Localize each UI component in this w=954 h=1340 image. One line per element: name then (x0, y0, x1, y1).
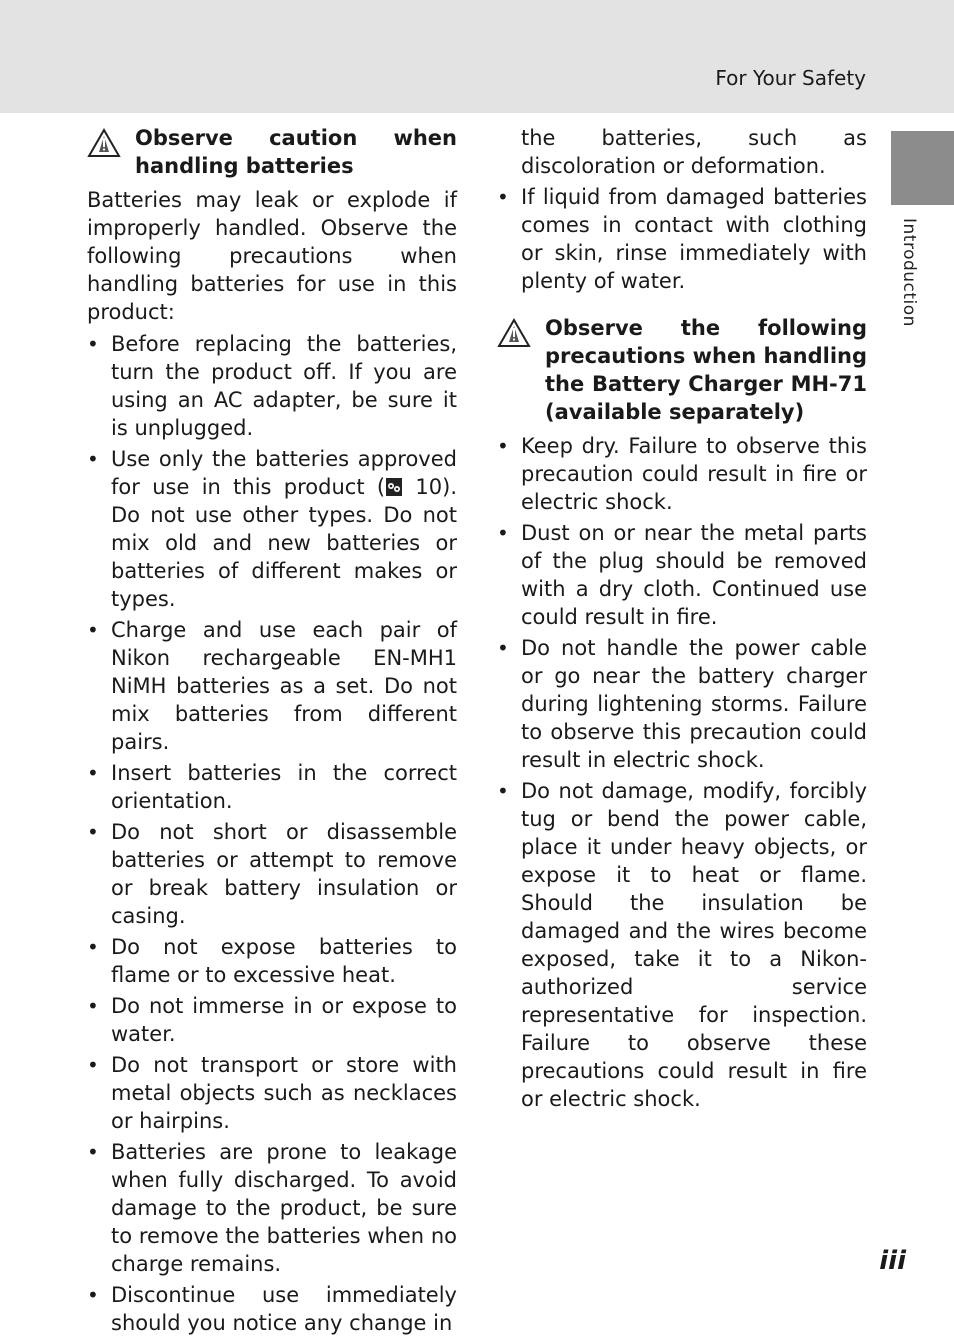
side-tab-label: Introduction (899, 218, 919, 327)
section-title: For Your Safety (715, 66, 866, 90)
list-item: • If liquid from damaged batteries comes in contact with clothing or skin, rinse immediately with plenty of water. (497, 183, 867, 295)
list-item: • Keep dry. Failure to observe this precaution could result in fire or electric shock. (497, 432, 867, 516)
caution-heading-batteries (87, 124, 457, 180)
list-item: • Dust on or near the metal parts of the plug should be removed with a dry cloth. Continued use could result in fire. (497, 519, 867, 631)
left-column (87, 124, 457, 1340)
list-item: • Do not short or disassemble batteries or attempt to remove or break battery insulation or casing. (87, 818, 457, 930)
caution-heading-text: Observe the following precautions when handling the Battery Charger MH-71 (available separately) (545, 316, 867, 424)
list-item: • Do not handle the power cable or go near the battery charger during lightening storms. Failure to observe this precaution could result in electric shock. (497, 634, 867, 774)
list-item: • Batteries are prone to leakage when fully discharged. To avoid damage to the product, be sure to remove the batteries when no charge remains. (87, 1138, 457, 1278)
continued-text: the batteries, such as discoloration or deformation. (521, 126, 867, 178)
list-item-text: Use only the batteries approved for use in this product ( (111, 447, 457, 499)
side-tab (891, 131, 954, 205)
list-item: • Insert batteries in the correct orientation. (87, 759, 457, 815)
page-number: iii (879, 1246, 906, 1276)
list-item: • Do not immerse in or expose to water. (87, 992, 457, 1048)
warning-triangle-icon (497, 318, 531, 348)
list-item: • Do not transport or store with metal objects such as necklaces or hairpins. (87, 1051, 457, 1135)
list-item: • Before replacing the batteries, turn the product off. If you are using an AC adapter, be sure it is unplugged. (87, 330, 457, 442)
battery-precautions-list-continued (497, 183, 867, 295)
list-item: • Discontinue use immediately should you notice any change in (87, 1281, 457, 1337)
charger-precautions-list (497, 432, 867, 1113)
caution-heading-charger (497, 314, 867, 426)
list-item-text-tail: 10). Do not use other types. Do not mix old and new batteries or batteries of different makes or types. (111, 475, 457, 611)
right-column (497, 124, 867, 1116)
list-item: • Do not damage, modify, forcibly tug or bend the power cable, place it under heavy objects, or expose it to heat or flame. Should the insulation be damaged and the wires become exposed, take it to a Nikon-authorized service representative for inspection. Failure to observe these precautions could result in fire or electric shock. (497, 777, 867, 1113)
list-item: • Charge and use each pair of Nikon rechargeable EN-MH1 NiMH batteries as a set. Do not mix batteries from different pairs. (87, 616, 457, 756)
warning-triangle-icon (87, 128, 121, 158)
reference-page-icon (385, 477, 403, 497)
header-band (0, 0, 954, 113)
caution-heading-text: Observe caution when handling batteries (135, 126, 457, 178)
list-item: • Do not expose batteries to flame or to excessive heat. (87, 933, 457, 989)
list-item (87, 445, 457, 613)
spacer (497, 298, 867, 314)
intro-paragraph: Batteries may leak or explode if improperly handled. Observe the following precautions when handling batteries for use in this product: (87, 188, 457, 324)
battery-precautions-list (87, 330, 457, 1337)
